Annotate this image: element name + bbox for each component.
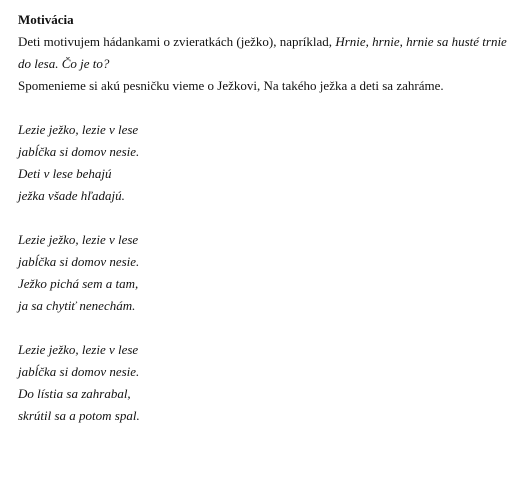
spacer	[18, 207, 508, 229]
song-line: Do lístia sa zahrabal,	[18, 386, 131, 401]
song-line: Lezie ježko, lezie v lese	[18, 232, 139, 247]
song-line: ježka všade hľadajú.	[18, 188, 125, 203]
riddle-text: Hrnie, hrnie, hrnie sa husté trnie	[335, 34, 507, 49]
song-line: jabĺčka si domov nesie.	[18, 144, 140, 159]
song-stanza	[18, 229, 508, 317]
song-line: Lezie ježko, lezie v lese	[18, 342, 139, 357]
riddle-text-continued: do lesa. Čo je to?	[18, 56, 110, 71]
section-heading: Motivácia	[18, 12, 74, 27]
song-line: jabĺčka si domov nesie.	[18, 254, 140, 269]
document-page	[18, 9, 508, 427]
song-stanza	[18, 339, 508, 427]
spacer	[18, 317, 508, 339]
song-line: jabĺčka si domov nesie.	[18, 364, 140, 379]
intro-paragraph	[18, 31, 508, 97]
song-line: Deti v lese behajú	[18, 166, 112, 181]
song-intro-text: Spomenieme si akú pesničku vieme o Ježkovi, Na takého ježka a deti sa zahráme.	[18, 78, 444, 93]
intro-text: Deti motivujem hádankami o zvieratkách (ježko), napríklad,	[18, 34, 336, 49]
song-line: Ježko pichá sem a tam,	[18, 276, 139, 291]
spacer	[18, 97, 508, 119]
song-stanza	[18, 119, 508, 207]
song-line: Lezie ježko, lezie v lese	[18, 122, 139, 137]
song-line: skrútil sa a potom spal.	[18, 408, 140, 423]
song-line: ja sa chytiť nenechám.	[18, 298, 136, 313]
